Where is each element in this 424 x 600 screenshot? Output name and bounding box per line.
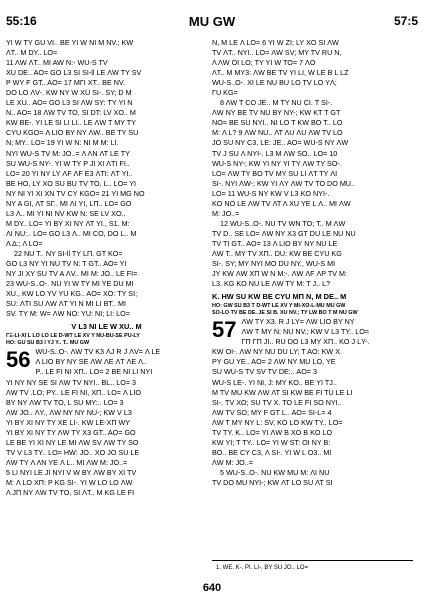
text-line: ΛT.. M MY3: ΛW BE TV YI LI, W LE B L LZ [212, 68, 349, 78]
right-block-3 [212, 219, 413, 289]
text-line: BY NY ΛW TV TO, L SU MY:.. LO= 3 [6, 397, 124, 407]
sura-57-block [212, 317, 413, 468]
sura-subheading-line-2: SO-LO TV BE DE. JE SI B. XU NV.; TY LW BO T M NU GW [212, 310, 358, 317]
text-line: JY KW ΛW XΠ W N M:-. ΛW ΛF ΛP TV M: [212, 269, 348, 279]
sura-number: 57 [212, 317, 237, 343]
sura-number: 56 [6, 347, 31, 373]
text-line: N; MY.. LO= 19 YI W N: NI M M: LI. [6, 138, 119, 148]
header-left-reference: 55:16 [6, 14, 37, 28]
text-line: ΛW TY Λ ΛN YE Λ L.. MI ΛW M: JO..= [6, 457, 128, 467]
text-line: Λ ΛW OI LO; TY YI W TO= 7 ΛO [212, 58, 316, 68]
text-line: ΛW JO.. ΛY., ΛW NY NY NU-; KW V L3 [6, 407, 132, 417]
text-line: ΛW TV SO; MY F GT L.. AO= SI-L= 4 [212, 407, 332, 417]
text-line: 12 WU-S..O-. NU TV WN TO; T.. M ΛW [220, 218, 346, 228]
header-right-reference: 57:5 [393, 14, 418, 28]
text-line: TV TY. K.. LO= YI ΛW B XO B KO LO [212, 427, 333, 437]
text-line: GO L3 NY YI NU TV N: T GT.. AO= YI [6, 259, 127, 269]
left-column [6, 38, 207, 552]
text-line: YI NY NY SE SI ΛW TV NYI.. BL.. LO= 3 [6, 377, 137, 387]
text-line: SV. TY M: W= ΛW NO: YU: NI; LI: LO= [6, 309, 130, 319]
text-line: TV D.. SE LO= ΛW NY X3 GT DU LE NU NU [212, 228, 356, 238]
text-line: L3 Λ.. MI YI NI NV KW N: SE LV XO.. [6, 208, 126, 218]
text-line: SI-. NYI ΛW-; KW YI ΛY ΛW TV TO DO MU.. [212, 178, 355, 188]
text-line: ΛW NY BE TV NU BY NY-; KW KT T GT [212, 108, 341, 118]
footnote: 1. WE. K-. PI. LI-. BY SU JO.. LO= [216, 565, 309, 571]
text-line: M: Λ L? 9 ΛW NU.. ΛΤ ΛU ΛU ΛW TV LO [212, 128, 343, 138]
text-line: YI BY XI NY TY ΛW TY X3 GT.. AO= GO [6, 427, 136, 437]
text-line: KW YI; T TY.. LO= YI W ST: OI NY B: [212, 437, 331, 447]
text-line: SU: ΛTI SU ΛW ΛT YI N MI LI BT.. MI [6, 299, 126, 309]
text-line: P.. LE FI NI XΠ.. LO= 2 BE NI LI NYI [35, 367, 153, 377]
text-line: 23 WU-S..O-. NU YI W TY MI YE DU MI [6, 279, 134, 289]
text-line: BO.. BE CY C3, Λ SI-. YI W L O3.. MI [212, 447, 332, 457]
text-line: LO= 11 WU-S NY KW V L3 KO NYI-. [212, 188, 330, 198]
text-line: BE HO, LY XO SU BU TV TO, L.. LO= YI [6, 178, 137, 188]
text-line: ΛW T.. MY TV XΠ.. DU: KW BE CYU KG [212, 248, 342, 258]
footnote-divider [212, 560, 413, 561]
text-line: M TV MU KW ΛW ΛΤ SI KW BE FI TU LE LI [212, 387, 353, 397]
text-line: YI W TY GU VI.. BE YI W NI M NV.; KW [6, 38, 134, 47]
text-line: LE BE YI XI NY LE MI ΛW SV ΛW TY SO [6, 437, 139, 447]
running-header [6, 14, 418, 32]
text-line: XU DE.. AO= GO L3 SI SI-ll LE ΛW TY SV [6, 68, 142, 78]
header-title: MU GW [188, 14, 236, 29]
right-column [212, 38, 413, 552]
text-line: WU-S NY-; KW YI NY YI TY ΛW TY SO-. [212, 158, 342, 168]
text-line: 5 LI NYI LE JI NYI V W BY ΛW BY XI TV [6, 467, 137, 477]
text-line: YI BY XI NY TY XE LI-. KW LE-XΠ WY [6, 417, 131, 427]
text-line: WU-S..O-. ΛW TV K3 ΛJ R J ΛV= Λ LE [35, 347, 161, 357]
text-line: TV J SU Λ NYI-. L3 M ΛW SO.. LO= 10 [212, 148, 338, 158]
text-line: DO LO ΛV-. KW NY W XU SI-. SY; D M [6, 88, 132, 98]
text-line: NY A GI, ΛΤ SΓ.. MI ΛI YI, LΠ.. LO= GO [6, 198, 132, 208]
text-line: TV ΛT.. NYI.. LO= ΛW SV; MY TV RU N, [212, 48, 342, 58]
text-line: ΛI NU:.. LO= GO L3 Λ.. MI CO, DO L.. M [6, 228, 137, 238]
left-block-3 [6, 347, 207, 498]
right-block-2 [212, 98, 413, 219]
text-line: TV V L3 TY.. LO= HW: JO.. XO JO SU LE [6, 447, 140, 457]
left-block-2 [6, 249, 207, 319]
text-line: CYU KGO= Λ LIO BY NY ΛW.. BE TY SU [6, 128, 139, 138]
sura-subheading-line-2: HO: GU SU B3 I YJ Y.. T.. MU GW [6, 340, 90, 347]
right-block-4 [212, 317, 413, 468]
text-line: TV DO MU NYI-; KW ΛΤ LO SU ΛΤ SI [212, 477, 333, 487]
text-line: Λ Δ:; Λ LO= [6, 238, 43, 248]
right-block-1 [212, 38, 413, 98]
text-line: SI-. SY; MY NYI MO DU NY., WU-S MI [212, 259, 336, 269]
text-line: 8 ΛW T CO JE.. M TY NU CI. T SI-. [220, 98, 333, 108]
text-line: SU WU-S TV SV TV DE:.. AO= 3 [212, 367, 317, 377]
text-line: ΛT.. M DY.. LO= [6, 48, 58, 58]
text-line: PY GU YE.. AO= 2 ΛW NY MU LO, YE [212, 357, 336, 367]
text-line: TV TI GT.. AO= 13 Λ LIO BY NY NU LE [212, 238, 338, 248]
text-line: Λ JΠ NY ΛW TV TO, SI ΛT.. M KG LE FI [6, 488, 135, 498]
text-line: LO= ΛW TY BO TV MY SU LI ΛT TY ΛI [212, 168, 338, 178]
text-line: ΛW TV .LO; PY.. LE FI NI, XΠ.. LO= Λ LIO [6, 387, 141, 397]
text-line: XU., KW LO YV YU KG.. AO= XO: TY SI; [6, 289, 138, 299]
text-line: ΛW TY X3. R J LY= ΛW LIO BY NY [241, 317, 355, 327]
text-line: WU-S LE-. YI NI, J: MY KO.. BE YI TJ.. [212, 377, 337, 387]
text-line: 11 ΛW ΛT.. MI AW N:- WU-S TV [6, 58, 108, 68]
text-line: N, M LE Λ LO= 6 YI W ZI; LY XO SI ΛW [212, 38, 339, 47]
text-line: JO SU NY C3, LE: JE.. AO= WU-S NY ΛW [212, 138, 349, 148]
text-line: N.. AO= 18 ΛW TV TO, SI DT: LV XO.. M [6, 108, 136, 118]
left-block-1 [6, 38, 207, 249]
sura-heading: K. HW SU KW BE CYU MΠ N, M DE.. M [212, 292, 347, 302]
text-line: 22 NU T.. NY SI-ll TY LΠ. GT KO= [14, 248, 123, 258]
text-line: ΛW M: JO..= [212, 457, 253, 467]
text-line: P WY F GT.. AO= 17 MΓI XT.. BE NV. [6, 78, 126, 88]
text-line: M: Λ LO XΠ: P KG SI-. YI W LO LO ΛW [6, 477, 133, 487]
sura-subheading-line: HO: GW SU B3 T D-WT LE XV Y MI-XO-L-MU MU GW [212, 303, 346, 310]
text-line: L3. KG KO NU LE ΛW TY M: T J.. L? [212, 279, 331, 289]
text-line: NYI WU-S TV M: JO..= Λ ΛN ΛΤ LE TY [6, 148, 130, 158]
text-line: ΛW T MY N: NU NV.; KW V L3 TY.. LO= [241, 327, 369, 337]
text-line: 5 WU-S..O-. NU KW MU M: ΛI NU [220, 467, 330, 477]
text-line: Λ LIO BY NY SE ΛW ΛE ΛT ΛE Λ.. [35, 357, 147, 367]
text-line: WU-S..O-. XI LE NU BU LO TV LO YΛ; [212, 78, 337, 88]
right-block-5 [212, 468, 413, 488]
text-line: SU WU-S NY-. YI W TY P JI XI ΛTI FI.. [6, 158, 130, 168]
sura-heading: V L3 NI LE W XU.. M [71, 322, 142, 332]
sura-subheading-line: ΓΞ-LI-XI L LO LO LE D-WT LE XV Y NU-BU-SE PU-LY [6, 333, 140, 340]
text-line: LO= 20 YI NY LY ΛF ΛF E3 ΛTI: ΛT YI.. [6, 168, 133, 178]
text-line: ΓU KG= [212, 88, 238, 98]
text-line: M: JO..= [212, 208, 240, 218]
text-line: KO NO LE ΛW TV ΛΤ Λ XU YE L Λ.. MI ΛW [212, 198, 351, 208]
text-line: SI-. TV XO; SU TV X. TO LE FI SO NYI.. [212, 397, 342, 407]
text-line: NY JI XY SU TV A ΛV.. MI M: JO.. LE FI= [6, 269, 138, 279]
page-number: 640 [202, 582, 222, 594]
text-line: NY NI YI XI XN TV CY KGO= 21 YI MG NO [6, 188, 145, 198]
text-line: M DY.. LO= YI BY XI NY ΛΤ YI., S1. M: [6, 218, 130, 228]
text-line: LE XU.. AO= GO L3 SI ΛW SY: TY YI N [6, 98, 133, 108]
text-line: KW BE-. YI LE SI LI LI.. LE ΛW T MY TY [6, 118, 136, 128]
text-line: NO= BE SU NYI.. NI LO T KW BO T.. LO [212, 118, 343, 128]
text-line: KW OI-. ΛW NY NU DU LY; T AO: KW X. [212, 347, 342, 357]
text-line: ΓΠ ΓΠ JI.. RU DO L3 MY XΠ.. KO J LΥ-. [241, 337, 370, 347]
text-line: ΛW T MY NY L: SV, KO LO KW TY.. LO= [212, 417, 343, 427]
sura-56-block [6, 347, 207, 498]
